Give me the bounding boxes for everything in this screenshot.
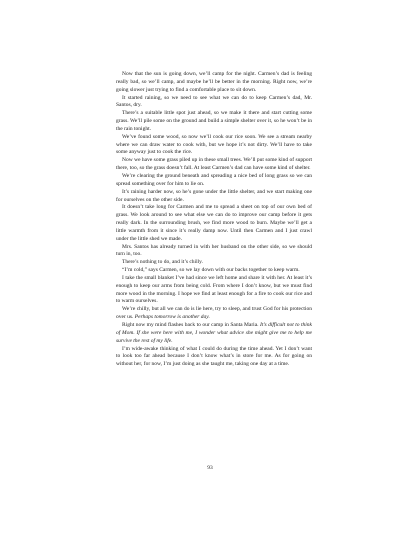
paragraph: There’s a suitable little spot just ahead, so we make it there and start cutting some grass. We’ll pile some on the ground and build a simple shelter over it, so he won’t be in the rain tonight. xyxy=(116,110,312,132)
paragraph: Now that the sun is going down, we’ll camp for the night. Carmen’s dad is feeling really bad, so we’ll camp, and maybe he’ll be better in the morning. Right now, we’re going slower just trying to find a comfortable place to sit down. xyxy=(116,71,312,93)
paragraph: We’re chilly, but all we can do is lie here, try to sleep, and trust God for his protection over us. Perhaps tomorrow is another day. xyxy=(116,306,312,321)
page-number: 93 xyxy=(207,465,213,471)
paragraph: “I’m cold,” says Carmen, so we lay down with our backs together to keep warm. xyxy=(122,267,300,274)
paragraph: I’m wide-awake thinking of what I could do during the time ahead. Yet I don’t want to look too far ahead because I don’t know what’s in store for me. As for going on without her, for now, I’m just doing as she taught me, taking one day at a time. xyxy=(116,345,312,368)
paragraph: It started raining, so we need to see what we can do to keep Carmen’s dad, Mr. Santos, dry. xyxy=(116,94,312,109)
italic-passage: Perhaps tomorrow is another day. xyxy=(134,314,210,321)
paragraph: We’ve found some wood, so now we’ll cook our rice soon. We see a stream nearby where we can draw water to cook with, but we hope it’s not dirty. We’ll have to take some anyway just to cook the rice. xyxy=(116,133,312,156)
italic-passage: It’s difficult not to think of Mom. If she were here with me, I wonder what advice she might give me to help me survive the rest of my life. xyxy=(116,322,312,344)
paragraph: It doesn’t take long for Carmen and me to spread a sheet on top of our own bed of grass. We look around to see what else we can do to improve our camp before it gets really dark. In the surrounding brush, we find more wood to burn. Maybe we’ll get a little warmth from it since it’s really damp now. Until then Carmen and I just crawl under the little shed we made. xyxy=(116,204,312,242)
paragraph: Now we have some grass piled up in these small trees. We’ll put some kind of support there, too, so the grass doesn’t fall. At least Carmen’s dad can have some kind of shelter. xyxy=(116,157,312,172)
paragraph: Right now my mind flashes back to our camp in Santa Maria. It’s difficult not to think of Mom. If she were here with me, I wonder what advice she might give me to help me survive the rest of my life. xyxy=(116,322,312,344)
paragraph: It’s raining harder now, so he’s gone under the little shelter, and we start making one for ourselves on the other side. xyxy=(116,188,312,203)
paragraph: Mrs. Santos has already turned in with her husband on the other side, so we should turn in, too. xyxy=(116,243,312,258)
paragraph: We’re clearing the ground beneath and spreading a nice bed of long grass so we can spread something over for him to lie on. xyxy=(116,172,312,187)
paragraph: There’s nothing to do, and it’s chilly. xyxy=(122,259,203,266)
body-text xyxy=(116,71,312,369)
paragraph: I take the small blanket I’ve had since we left home and share it with her. At least it’s enough to keep our arms from being cold. From where I don’t know, but we must find more wood in the morning. I hope we find at least enough for a fire to cook our rice and to warm ourselves. xyxy=(116,274,312,305)
